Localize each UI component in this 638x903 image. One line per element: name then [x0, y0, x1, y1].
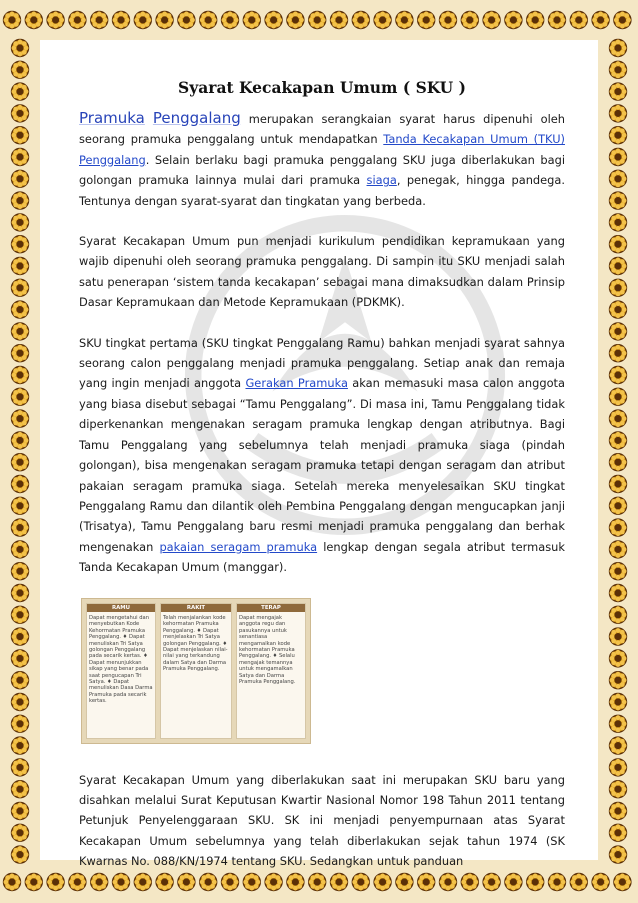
- flower-icon: [12, 759, 29, 776]
- flower-icon: [610, 454, 627, 471]
- flower-icon: [4, 12, 21, 29]
- flower-icon: [610, 236, 627, 253]
- paragraph-text: lengkap dengan segala atribut termasuk Tanda Kecakapan Umum (manggar).: [79, 539, 565, 575]
- flower-icon: [610, 563, 627, 580]
- flower-icon: [610, 672, 627, 689]
- flower-icon: [222, 12, 239, 29]
- flower-icon: [243, 12, 260, 29]
- flower-icon: [12, 105, 29, 122]
- flower-icon: [610, 497, 627, 514]
- flower-icon: [461, 12, 478, 29]
- flower-icon: [549, 12, 566, 29]
- flower-icon: [25, 12, 42, 29]
- flower-icon: [12, 410, 29, 427]
- lead-word-penggalang[interactable]: Penggalang: [152, 109, 241, 127]
- flower-icon: [610, 410, 627, 427]
- flower-icon: [12, 323, 29, 340]
- flower-icon: [610, 345, 627, 362]
- link-siaga[interactable]: siaga: [366, 173, 397, 188]
- link-penggalang[interactable]: Penggalang: [79, 152, 146, 167]
- flower-icon: [610, 192, 627, 209]
- flower-icon: [610, 367, 627, 384]
- image-column-header: RAKIT: [161, 604, 231, 612]
- flower-icon: [69, 12, 86, 29]
- flower-icon: [610, 737, 627, 754]
- flower-icon: [12, 454, 29, 471]
- sku-levels-image: [81, 598, 311, 744]
- paragraph-intro: [79, 108, 565, 211]
- flower-icon: [610, 519, 627, 536]
- flower-icon: [610, 432, 627, 449]
- flower-icon: [12, 192, 29, 209]
- flower-icon: [134, 12, 151, 29]
- flower-icon: [610, 214, 627, 231]
- flower-icon: [12, 737, 29, 754]
- flower-icon: [12, 715, 29, 732]
- paragraph-curriculum: Syarat Kecakapan Umum pun menjadi kurikulum pendidikan kepramukaan yang wajib dipenuhi oleh seorang pramuka penggalang. Di sampin itu SKU menjadi salah satu penerapan ‘sistem tanda kecakapan’ sebagai mana dimaksudkan dalam Prinsip Dasar Kepramukaan dan Metode Kepramukaan (PDKMK).: [79, 234, 565, 310]
- flower-icon: [570, 874, 587, 891]
- flower-icon: [610, 585, 627, 602]
- image-column-ramu: [86, 603, 156, 739]
- paragraph-text: merupakan serangkaian syarat harus dipenuhi oleh seorang pramuka penggalang untuk mendapatkan: [79, 112, 565, 147]
- flower-icon: [12, 388, 29, 405]
- flower-icon: [47, 12, 64, 29]
- flower-icon: [200, 12, 217, 29]
- flower-icon: [610, 476, 627, 493]
- flower-icon: [91, 12, 108, 29]
- flower-icon: [178, 12, 195, 29]
- flower-icon: [610, 803, 627, 820]
- flower-icon: [331, 12, 348, 29]
- flower-icon: [12, 345, 29, 362]
- page-title: Syarat Kecakapan Umum ( SKU ): [178, 78, 466, 97]
- flower-icon: [12, 650, 29, 667]
- flower-icon: [12, 846, 29, 863]
- flower-icon: [12, 258, 29, 275]
- flower-icon: [12, 694, 29, 711]
- flower-icon: [113, 12, 130, 29]
- flower-icon: [418, 12, 435, 29]
- flower-icon: [592, 12, 609, 29]
- image-column-header: RAMU: [87, 604, 155, 612]
- flower-icon: [614, 874, 631, 891]
- flower-icon: [610, 83, 627, 100]
- flower-icon: [570, 12, 587, 29]
- flower-icon: [527, 12, 544, 29]
- flower-icon: [12, 519, 29, 536]
- flower-icon: [12, 367, 29, 384]
- image-column-rakit: [160, 603, 232, 739]
- flower-icon: [610, 40, 627, 57]
- paragraph-text: , penegak, hingga pandega. Tentunya dengan syarat-syarat dan tingkatan yang berbeda.: [79, 173, 565, 208]
- document-page: [40, 40, 598, 869]
- flower-border-top: [0, 0, 638, 40]
- paragraph-sk-kwarnas: Syarat Kecakapan Umum yang diberlakukan saat ini merupakan SKU baru yang disahkan melalui Surat Keputusan Kwartir Nasional Nomor 198 Tahun 2011 tentang Petunjuk Penyelenggaraan SKU. SK ini menjadi penyempurnaan atas Syarat Kecakapan Umum sebelumnya yang telah diberlakukan sejak tahun 1974 (SK Kwarnas No. 088/KN/1974 tentang SKU. Sedangkan untuk panduan: [79, 772, 565, 869]
- flower-icon: [610, 650, 627, 667]
- flower-icon: [25, 874, 42, 891]
- image-column-text: Dapat mengetahui dan menyebutkan Kode Kehormatan Pramuka Penggalang. ♦ Dapat menuliskan Tri Satya golongan Penggalang pada secarik kertas. ♦ Dapat menunjukkan sikap yang benar pada saat pengucapan Tri Satya. ♦ Dapat menuliskan Dasa Darma Pramuka pada secarik kertas.: [89, 614, 153, 705]
- flower-icon: [12, 301, 29, 318]
- flower-icon: [12, 149, 29, 166]
- flower-icon: [610, 149, 627, 166]
- flower-icon: [610, 127, 627, 144]
- flower-icon: [352, 12, 369, 29]
- paragraph-text: akan memasuki masa calon anggota yang biasa disebut sebagai “Tamu Penggalang”. Di masa ini, Tamu Penggalang tidak diperkenankan mengenakan seragam pramuka lengkap dengan atributnya. Bagi Tamu Penggalang yang sebelumnya telah menjadi pramuka siaga (pindah golongan), bisa mengenakan seragam pramuka tetapi dengan seragam dan atribut pakaian seragam pramuka siaga. Setelah mereka menyelesaikan SKU tingkat Penggalang Ramu dan dilantik oleh Pembina Penggalang dengan mengucapkan janji (Trisatya), Tamu Penggalang baru resmi menjadi pramuka penggalang dan berhak mengenakan: [79, 376, 565, 554]
- flower-icon: [610, 781, 627, 798]
- page-border-left: [0, 40, 40, 860]
- flower-icon: [47, 874, 64, 891]
- image-column-header: TERAP: [237, 604, 305, 612]
- flower-icon: [12, 127, 29, 144]
- paragraph-ramu: [79, 333, 565, 578]
- flower-icon: [12, 214, 29, 231]
- image-column-terap: [236, 603, 306, 739]
- flower-icon: [610, 388, 627, 405]
- flower-icon: [309, 12, 326, 29]
- flower-icon: [12, 606, 29, 623]
- paragraph-text: SKU tingkat pertama (SKU tingkat Penggalang Ramu) bahkan menjadi syarat sahnya seorang calon penggalang menjadi pramuka penggalang. Setiap anak dan remaja yang ingin menjadi anggota: [79, 335, 565, 391]
- flower-icon: [12, 497, 29, 514]
- paragraph-text: . Selain berlaku bagi pramuka penggalang SKU juga diberlakukan bagi golongan pramuka lainnya mulai dari pramuka: [79, 152, 565, 188]
- flower-icon: [610, 606, 627, 623]
- flower-icon: [156, 12, 173, 29]
- flower-icon: [287, 12, 304, 29]
- flower-icon: [610, 323, 627, 340]
- flower-icon: [12, 563, 29, 580]
- flower-icon: [12, 672, 29, 689]
- flower-icon: [12, 541, 29, 558]
- flower-icon: [12, 83, 29, 100]
- flower-icon: [483, 12, 500, 29]
- flower-icon: [12, 170, 29, 187]
- link-tku[interactable]: Tanda Kecakapan Umum (TKU): [383, 132, 565, 147]
- flower-icon: [265, 12, 282, 29]
- flower-icon: [610, 279, 627, 296]
- flower-icon: [12, 585, 29, 602]
- document-content: [79, 40, 565, 892]
- flower-icon: [592, 874, 609, 891]
- image-column-text: Dapat mengajak anggota regu dan pasukannya untuk senantiasa mengamalkan kode kehormatan Pramuka Penggalang. ♦ Selalu mengajak temannya untuk mengamalkan Satya dan Darma Pramuka Penggalang.: [239, 614, 296, 685]
- flower-icon: [610, 694, 627, 711]
- flower-icon: [614, 12, 631, 29]
- flower-icon: [12, 476, 29, 493]
- flower-icon: [440, 12, 457, 29]
- flower-icon: [610, 61, 627, 78]
- link-pakaian-seragam[interactable]: pakaian seragam pramuka: [159, 539, 318, 554]
- flower-icon: [374, 12, 391, 29]
- flower-icon: [12, 824, 29, 841]
- flower-icon: [4, 874, 21, 891]
- flower-icon: [610, 824, 627, 841]
- flower-icon: [610, 105, 627, 122]
- flower-icon: [505, 12, 522, 29]
- flower-icon: [610, 628, 627, 645]
- flower-icon: [12, 803, 29, 820]
- page-border-top: [0, 0, 638, 40]
- lead-word-pramuka[interactable]: Pramuka: [79, 109, 145, 127]
- flower-icon: [610, 846, 627, 863]
- flower-icon: [12, 40, 29, 57]
- flower-icon: [610, 759, 627, 776]
- flower-border-right: [598, 40, 638, 860]
- flower-icon: [610, 541, 627, 558]
- link-gerakan-pramuka[interactable]: Gerakan Pramuka: [245, 376, 348, 391]
- flower-icon: [610, 715, 627, 732]
- image-column-text: Telah menjalankan kode kehormatan Pramuka Penggalang. ♦ Dapat menjelaskan Tri Satya golongan Penggalang. ♦ Dapat menjelaskan nilai-nilai yang terkandung dalam Satya dan Darma Pramuka Penggalang.: [163, 614, 228, 673]
- flower-icon: [12, 628, 29, 645]
- flower-icon: [12, 781, 29, 798]
- flower-icon: [12, 61, 29, 78]
- flower-icon: [396, 12, 413, 29]
- flower-icon: [12, 236, 29, 253]
- page-border-right: [598, 40, 638, 860]
- flower-icon: [610, 170, 627, 187]
- flower-border-left: [0, 40, 40, 860]
- flower-icon: [610, 258, 627, 275]
- flower-icon: [610, 301, 627, 318]
- flower-icon: [12, 279, 29, 296]
- flower-icon: [12, 432, 29, 449]
